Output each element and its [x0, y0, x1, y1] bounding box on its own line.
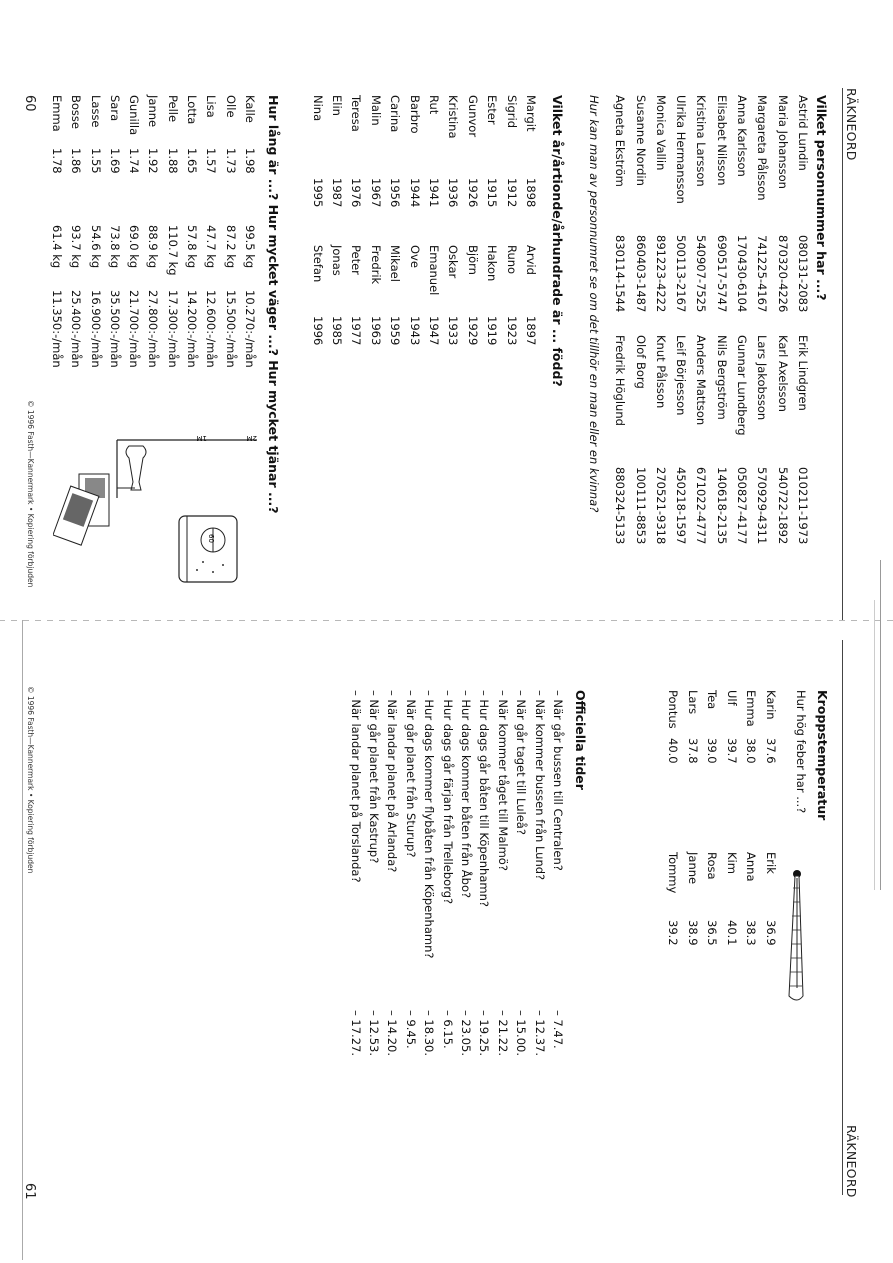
- personnummer-value: 540907-7525: [694, 235, 709, 313]
- person-name: Astrid Lundin: [796, 95, 810, 171]
- person-name: Nina: [310, 95, 325, 122]
- page-number: 60: [22, 95, 37, 112]
- temperature-value: 36.5: [705, 920, 720, 946]
- salary-value: 12.600:-/mån: [204, 290, 219, 368]
- timetable-question: – Hur dags kommer flybåten från Köpenhamn?: [422, 690, 437, 959]
- timetable-question: – När kommer bussen från Lund?: [532, 690, 547, 881]
- person-name: Karl Axelsson: [775, 335, 790, 412]
- weight-value: 57.8 kg: [185, 225, 200, 269]
- section-heading-personnummer: Vilket personnummer har ...?: [814, 95, 829, 301]
- birth-year: 1943: [407, 316, 422, 346]
- weight-value: 61.4 kg: [50, 225, 64, 269]
- salary-value: 35.500:-/mån: [107, 290, 122, 368]
- temperature-value: 39.0: [705, 738, 720, 764]
- birth-year: 1929: [465, 316, 480, 346]
- person-name: Fredrik: [368, 245, 383, 285]
- timetable-question: – När kommer tåget till Malmö?: [495, 690, 510, 871]
- person-name: Anders Mattson: [694, 335, 709, 426]
- scan-artifact: [880, 560, 881, 890]
- person-name: Pelle: [165, 95, 180, 123]
- timetable-time: – 18.30.: [422, 1010, 437, 1056]
- weight-value: 88.9 kg: [146, 225, 161, 269]
- birth-year: 1996: [310, 316, 325, 346]
- salary-value: 10.270:-/mån: [243, 290, 257, 368]
- person-name: Maria Johansson: [775, 95, 790, 189]
- person-name: Fredrik Höglund: [613, 335, 628, 426]
- thermometer-icon: [783, 868, 809, 1008]
- person-name: Lisa: [204, 95, 219, 118]
- birth-year: 1985: [330, 316, 344, 346]
- timetable-time: – 23.05.: [459, 1010, 473, 1056]
- timetable-question: – När landar planet på Torslanda?: [348, 690, 363, 883]
- personnummer-value: 570929-4311: [755, 467, 770, 545]
- birth-year: 1912: [504, 178, 519, 208]
- personnummer-value: 830114-1544: [613, 235, 628, 313]
- birth-year: 1956: [388, 178, 403, 208]
- person-name: Susanne Nordin: [633, 95, 648, 186]
- person-name: Ulf: [724, 690, 739, 706]
- timetable-question: – Hur dags går färjan från Trelleborg?: [440, 690, 455, 905]
- person-name: Gunilla: [127, 95, 142, 136]
- timetable-question: – När går planet från Sturup?: [403, 690, 418, 858]
- person-name: Arvid: [524, 245, 538, 275]
- person-name: Margareta Pålsson: [755, 95, 770, 201]
- person-name: Kristina: [446, 95, 461, 139]
- height-value: 1.92: [146, 148, 161, 174]
- person-name: Sigrid: [504, 95, 519, 129]
- height-value: 1.86: [69, 148, 84, 174]
- person-name: Ulrika Hermansson: [674, 95, 689, 204]
- height-measure-icon: [113, 432, 263, 502]
- personnummer-value: 170430-6104: [735, 235, 750, 313]
- birth-year: 1995: [310, 178, 325, 208]
- personnummer-value: 140618-2135: [714, 467, 729, 545]
- scan-artifact: [874, 600, 875, 890]
- timetable-question: – När går planet från Kastrup?: [367, 690, 381, 864]
- weight-value: 73.8 kg: [107, 225, 122, 269]
- section-heading-times: Officiella tider: [573, 690, 588, 790]
- birth-year: 1967: [368, 178, 383, 208]
- height-value: 1.57: [204, 148, 219, 174]
- birth-year: 1933: [446, 316, 461, 346]
- salary-value: 21.700:-/mån: [127, 290, 142, 368]
- birth-year: 1919: [485, 316, 500, 346]
- page-number: 61: [22, 1183, 37, 1200]
- svg-text:1M: 1M: [196, 434, 207, 442]
- temperature-value: 40.1: [724, 920, 739, 946]
- page-footer: © 1996 Fasth—Kannermark • Kopiering förbjuden: [26, 686, 35, 874]
- bathroom-scale-icon: [168, 510, 243, 590]
- person-name: Runo: [504, 245, 519, 275]
- person-name: Stefan: [310, 245, 325, 283]
- height-value: 1.78: [50, 148, 64, 174]
- person-name: Lotta: [185, 95, 200, 125]
- person-name: Elin: [330, 95, 344, 116]
- personnummer-value: 500113-2167: [674, 235, 689, 313]
- person-name: Emma: [744, 690, 759, 727]
- person-name: Lasse: [88, 95, 103, 128]
- svg-text:60: 60: [207, 534, 215, 543]
- weight-value: 110.7 kg: [165, 225, 180, 276]
- timetable-question: – Hur dags kommer båten från Åbo?: [459, 690, 473, 899]
- page-header: RÄKNEORD: [844, 88, 859, 161]
- page-footer: © 1996 Fasth—Kannermark • Kopiering förbjuden: [26, 400, 35, 588]
- person-name: Lars Jakobsson: [755, 335, 770, 421]
- temperature-value: 40.0: [666, 738, 680, 764]
- birth-year: 1926: [465, 178, 480, 208]
- salary-value: 15.500:-/mån: [223, 290, 238, 368]
- timetable-question: – Hur dags går båten till Köpenhamn?: [477, 690, 492, 907]
- weight-value: 54.6 kg: [88, 225, 103, 269]
- weight-value: 87.2 kg: [223, 225, 238, 269]
- timetable-time: – 15.00.: [514, 1010, 529, 1056]
- personnummer-value: 870320-4226: [775, 235, 790, 313]
- salary-value: 25.400:-/mån: [69, 290, 84, 368]
- personnummer-value: 010211-1973: [796, 467, 810, 545]
- person-name: Tommy: [666, 852, 680, 894]
- birth-year: 1976: [349, 178, 364, 208]
- birth-year: 1936: [446, 178, 461, 208]
- person-name: Nils Bergström: [714, 335, 729, 420]
- person-name: Rut: [427, 95, 441, 115]
- personnummer-value: 860403-1487: [633, 235, 648, 313]
- temperature-value: 38.9: [685, 920, 700, 946]
- salary-value: 14.200:-/mån: [185, 290, 200, 368]
- person-name: Pontus: [666, 690, 680, 729]
- birth-year: 1897: [524, 316, 538, 346]
- timetable-time: – 6.15.: [440, 1010, 455, 1049]
- scan-artifact: [22, 620, 23, 1260]
- personnummer-value: 671022-4777: [694, 467, 709, 545]
- person-name: Agneta Ekström: [613, 95, 628, 187]
- person-name: Ester: [485, 95, 500, 125]
- personnummer-value: 891223-4222: [653, 235, 668, 313]
- person-name: Karin: [764, 690, 778, 720]
- personnummer-value: 880324-5133: [613, 467, 628, 545]
- birth-year: 1987: [330, 178, 344, 208]
- timetable-question: – När landar planet på Arlanda?: [385, 690, 400, 873]
- height-value: 1.73: [223, 148, 238, 174]
- temperature-value: 36.9: [764, 920, 778, 946]
- temperature-value: 38.0: [744, 738, 759, 764]
- personnummer-value: 741225-4167: [755, 235, 770, 313]
- person-name: Tea: [705, 690, 720, 710]
- timetable-time: – 21.22.: [495, 1010, 510, 1056]
- person-name: Barbro: [407, 95, 422, 134]
- person-name: Lars: [685, 690, 700, 715]
- timetable-time: – 12.37.: [532, 1010, 547, 1056]
- person-name: Sara: [107, 95, 122, 122]
- timetable-time: – 17.27.: [348, 1010, 363, 1056]
- person-name: Kim: [724, 852, 739, 874]
- temperature-question: Hur hög feber har ...?: [794, 690, 808, 814]
- personnummer-value: 050827-4177: [735, 467, 750, 545]
- person-name: Kristina Larsson: [694, 95, 709, 187]
- page-header: RÄKNEORD: [844, 1125, 859, 1198]
- timetable-time: – 14.20.: [385, 1010, 400, 1056]
- timetable-time: – 7.47.: [551, 1010, 565, 1049]
- timetable-time: – 12.53.: [367, 1010, 381, 1056]
- temperature-value: 39.2: [666, 920, 680, 946]
- person-name: Mikael: [388, 245, 403, 282]
- height-value: 1.69: [107, 148, 122, 174]
- page-fold: [0, 620, 893, 621]
- birth-year: 1963: [368, 316, 383, 346]
- salary-value: 11.350:-/mån: [50, 290, 64, 368]
- person-name: Knut Pålsson: [653, 335, 668, 409]
- person-name: Oskar: [446, 245, 461, 279]
- personnummer-question: Hur kan man av personnumret se om det tillhör en man eller en kvinna?: [587, 95, 601, 513]
- birth-year: 1915: [485, 178, 500, 208]
- person-name: Margit: [524, 95, 538, 132]
- temperature-value: 38.3: [744, 920, 759, 946]
- timetable-time: – 19.25.: [477, 1010, 492, 1056]
- temperature-value: 39.7: [724, 738, 739, 764]
- person-name: Anna Karlsson: [735, 95, 750, 177]
- weight-value: 69.0 kg: [127, 225, 142, 269]
- person-name: Olle: [223, 95, 238, 118]
- height-value: 1.74: [127, 148, 142, 174]
- person-name: Björn: [465, 245, 480, 275]
- timetable-question: – När går taget till Luleå?: [514, 690, 529, 835]
- person-name: Kalle: [243, 95, 257, 123]
- person-name: Erik: [764, 852, 778, 874]
- birth-year: 1944: [407, 178, 422, 208]
- timetable-question: – När går bussen till Centralen?: [551, 690, 565, 871]
- section-heading-measures: Hur lång är ...? Hur mycket väger ...? Hur mycket tjänar ...?: [266, 95, 281, 514]
- personnummer-value: 450218-1597: [674, 467, 689, 545]
- personnummer-value: 270521-9318: [653, 467, 668, 545]
- person-name: Malin: [368, 95, 383, 126]
- person-name: Olof Borg: [633, 335, 648, 389]
- timetable-time: – 9.45.: [403, 1010, 418, 1049]
- personnummer-value: 540722-1892: [775, 467, 790, 545]
- banknotes-icon: [53, 470, 113, 550]
- person-name: Hakon: [485, 245, 500, 282]
- person-name: Gunvor: [465, 95, 480, 138]
- person-name: Ove: [407, 245, 422, 268]
- person-name: Carina: [388, 95, 403, 133]
- height-value: 1.65: [185, 148, 200, 174]
- height-value: 1.88: [165, 148, 180, 174]
- personnummer-value: 080131-2083: [796, 235, 810, 313]
- header-rule: [842, 640, 843, 1195]
- person-name: Gunnar Lundberg: [735, 335, 750, 436]
- salary-value: 27.800:-/mån: [146, 290, 161, 368]
- person-name: Anna: [744, 852, 759, 882]
- weight-value: 93.7 kg: [69, 225, 84, 269]
- salary-value: 16.900:-/mån: [88, 290, 103, 368]
- person-name: Teresa: [349, 95, 364, 132]
- section-heading-decade: Vilket år/årtionde/århundrade är ... född?: [550, 95, 565, 387]
- svg-text:2M: 2M: [246, 434, 257, 442]
- person-name: Leif Börjesson: [674, 335, 689, 416]
- birth-year: 1959: [388, 316, 403, 346]
- person-name: Jonas: [330, 245, 344, 276]
- height-value: 1.98: [243, 148, 257, 174]
- birth-year: 1898: [524, 178, 538, 208]
- person-name: Peter: [349, 245, 364, 275]
- person-name: Monica Vallin: [653, 95, 668, 171]
- birth-year: 1941: [427, 178, 441, 208]
- person-name: Elisabet Nilsson: [714, 95, 729, 186]
- temperature-value: 37.6: [764, 738, 778, 764]
- personnummer-value: 690517-5747: [714, 235, 729, 313]
- section-heading-temperature: Kroppstemperatur: [815, 690, 830, 821]
- person-name: Janne: [685, 852, 700, 885]
- personnummer-value: 100111-8853: [633, 467, 648, 545]
- person-name: Emanuel: [427, 245, 441, 296]
- birth-year: 1977: [349, 316, 364, 346]
- header-rule: [842, 88, 843, 620]
- person-name: Rosa: [705, 852, 720, 880]
- person-name: Bosse: [69, 95, 84, 129]
- birth-year: 1947: [427, 316, 441, 346]
- temperature-value: 37.8: [685, 738, 700, 764]
- birth-year: 1923: [504, 316, 519, 346]
- height-value: 1.55: [88, 148, 103, 174]
- person-name: Erik Lindgren: [796, 335, 810, 411]
- person-name: Emma: [50, 95, 64, 132]
- person-name: Janne: [146, 95, 161, 128]
- weight-value: 99.5 kg: [243, 225, 257, 269]
- salary-value: 17.300:-/mån: [165, 290, 180, 368]
- weight-value: 47.7 kg: [204, 225, 219, 269]
